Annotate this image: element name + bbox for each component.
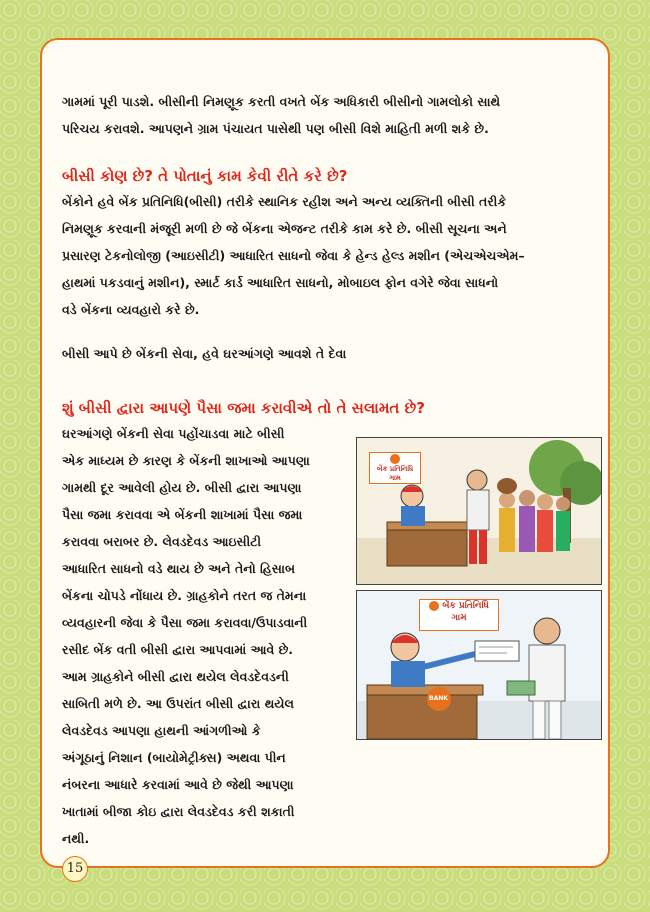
bank-sign-1-text: બેંક પ્રતિનિધિ ગામ — [376, 465, 414, 482]
slogan-text: બીસી આપે છે બેંકની સેવા, હવે ઘરઆંગણે આવશે તે દેવા — [62, 346, 347, 361]
section-heading-who-is-bc: બીસી કોણ છે? તે પોતાનું કામ કેવી રીતે કરે છે? — [62, 167, 348, 185]
text-line: બેંકોને હવે બેંક પ્રતિનિધિ(બીસી) તરીકે સ્થાનિક રહીશ અને અન્ય વ્યક્તિની બીસી તરીકે — [62, 194, 507, 209]
text-line: અંગૂઠાનું નિશાન (બાયોમેટ્રીક્સ) અથવા પીન — [62, 750, 286, 765]
bank-sign-2-line1: બેંક પ્રતિનિધિ — [442, 601, 489, 611]
section2-paragraph — [62, 420, 352, 852]
text-line: નથી. — [62, 831, 90, 846]
text-line: પ્રસારણ ટેકનોલોજી (આઇસીટી) આધારિત સાધનો જેવા કે હેન્ડ હેલ્ડ મશીન (એચએચએમ– — [62, 248, 525, 263]
text-line: પૈસા જમા કરાવવા એ બેંકની શાખામાં પૈસા જમા — [62, 507, 303, 522]
text-line: વડે બેંકના વ્યવહારો કરે છે. — [62, 302, 200, 317]
text-line: બેંકના ચોપડે નોંધાય છે. ગ્રાહકોને તરત જ તેમના — [62, 588, 307, 603]
bank-logo-icon — [429, 601, 439, 611]
text-line: હાથમાં પકડવાનું મશીન), સ્માર્ટ કાર્ડ આધારિત સાધનો, મોબાઇલ ફોન વગેરે જેવા સાધનો — [62, 275, 499, 290]
section-heading-is-it-safe: શું બીસી દ્વારા આપણે પૈસા જમા કરાવીએ તો તે સલામત છે? — [62, 399, 425, 417]
text-line: નિમણૂક કરવાની મંજૂરી મળી છે જે બેંકના એજન્ટ તરીકે કામ કરે છે. બીસી સૂચના અને — [62, 221, 507, 236]
intro-line: ગામમાં પૂરી પાડશે. બીસીની નિમણૂક કરતી વખતે બેંક અધિકારી બીસીનો ગામલોકો સાથે — [62, 94, 501, 109]
bank-sign-2 — [419, 599, 499, 631]
text-line: કરાવવા બરાબર છે. લેવડદેવડ આઇસીટી — [62, 534, 262, 549]
text-line: ખાતામાં બીજા કોઇ દ્વારા લેવડદેવડ કરી શકાતી — [62, 804, 295, 819]
bank-sign-1 — [369, 452, 421, 484]
text-line: ગામથી દૂર આવેલી હોય છે. બીસી દ્વારા આપણા — [62, 480, 302, 495]
section1-paragraph — [62, 188, 592, 323]
text-line: રસીદ બેંક વતી બીસી દ્વારા આપવામાં આવે છે. — [62, 642, 294, 657]
illustration-bc-receipt — [356, 590, 602, 740]
slogan-note — [62, 340, 592, 367]
text-line: વ્યવહારની જેવા કે પૈસા જમા કરાવવા/ઉપાડવાની — [62, 615, 308, 630]
bank-logo-icon — [390, 454, 400, 464]
intro-paragraph — [62, 88, 592, 142]
text-line: લેવડદેવડ આપણા હાથની આંગળીઓ કે — [62, 723, 261, 738]
intro-line: પરિચય કરાવશે. આપણને ગ્રામ પંચાયત પાસેથી પણ બીસી વિશે માહિતી મળી શકે છે. — [62, 121, 489, 136]
text-line: આધારિત સાધનો વડે થાય છે અને તેનો હિસાબ — [62, 561, 295, 576]
text-line: ઘરઆંગણે બેંકની સેવા પહોંચાડવા માટે બીસી — [62, 426, 285, 441]
page-number: 15 — [62, 856, 88, 882]
bank-sign-2-line2: ગામ — [451, 613, 467, 623]
bank-bag-label: BANK — [429, 695, 448, 702]
text-line: સાબિતી મળે છે. આ ઉપરાંત બીસી દ્વારા થયેલ — [62, 696, 294, 711]
text-line: આમ ગ્રાહકોને બીસી દ્વારા થયેલ લેવડદેવડની — [62, 669, 289, 684]
text-line: નંબરના આધારે કરવામાં આવે છે જેથી આપણા — [62, 777, 294, 792]
illustration-bc-queue — [356, 437, 602, 585]
text-line: એક માધ્યમ છે કારણ કે બેંકની શાખાઓ આપણા — [62, 453, 310, 468]
